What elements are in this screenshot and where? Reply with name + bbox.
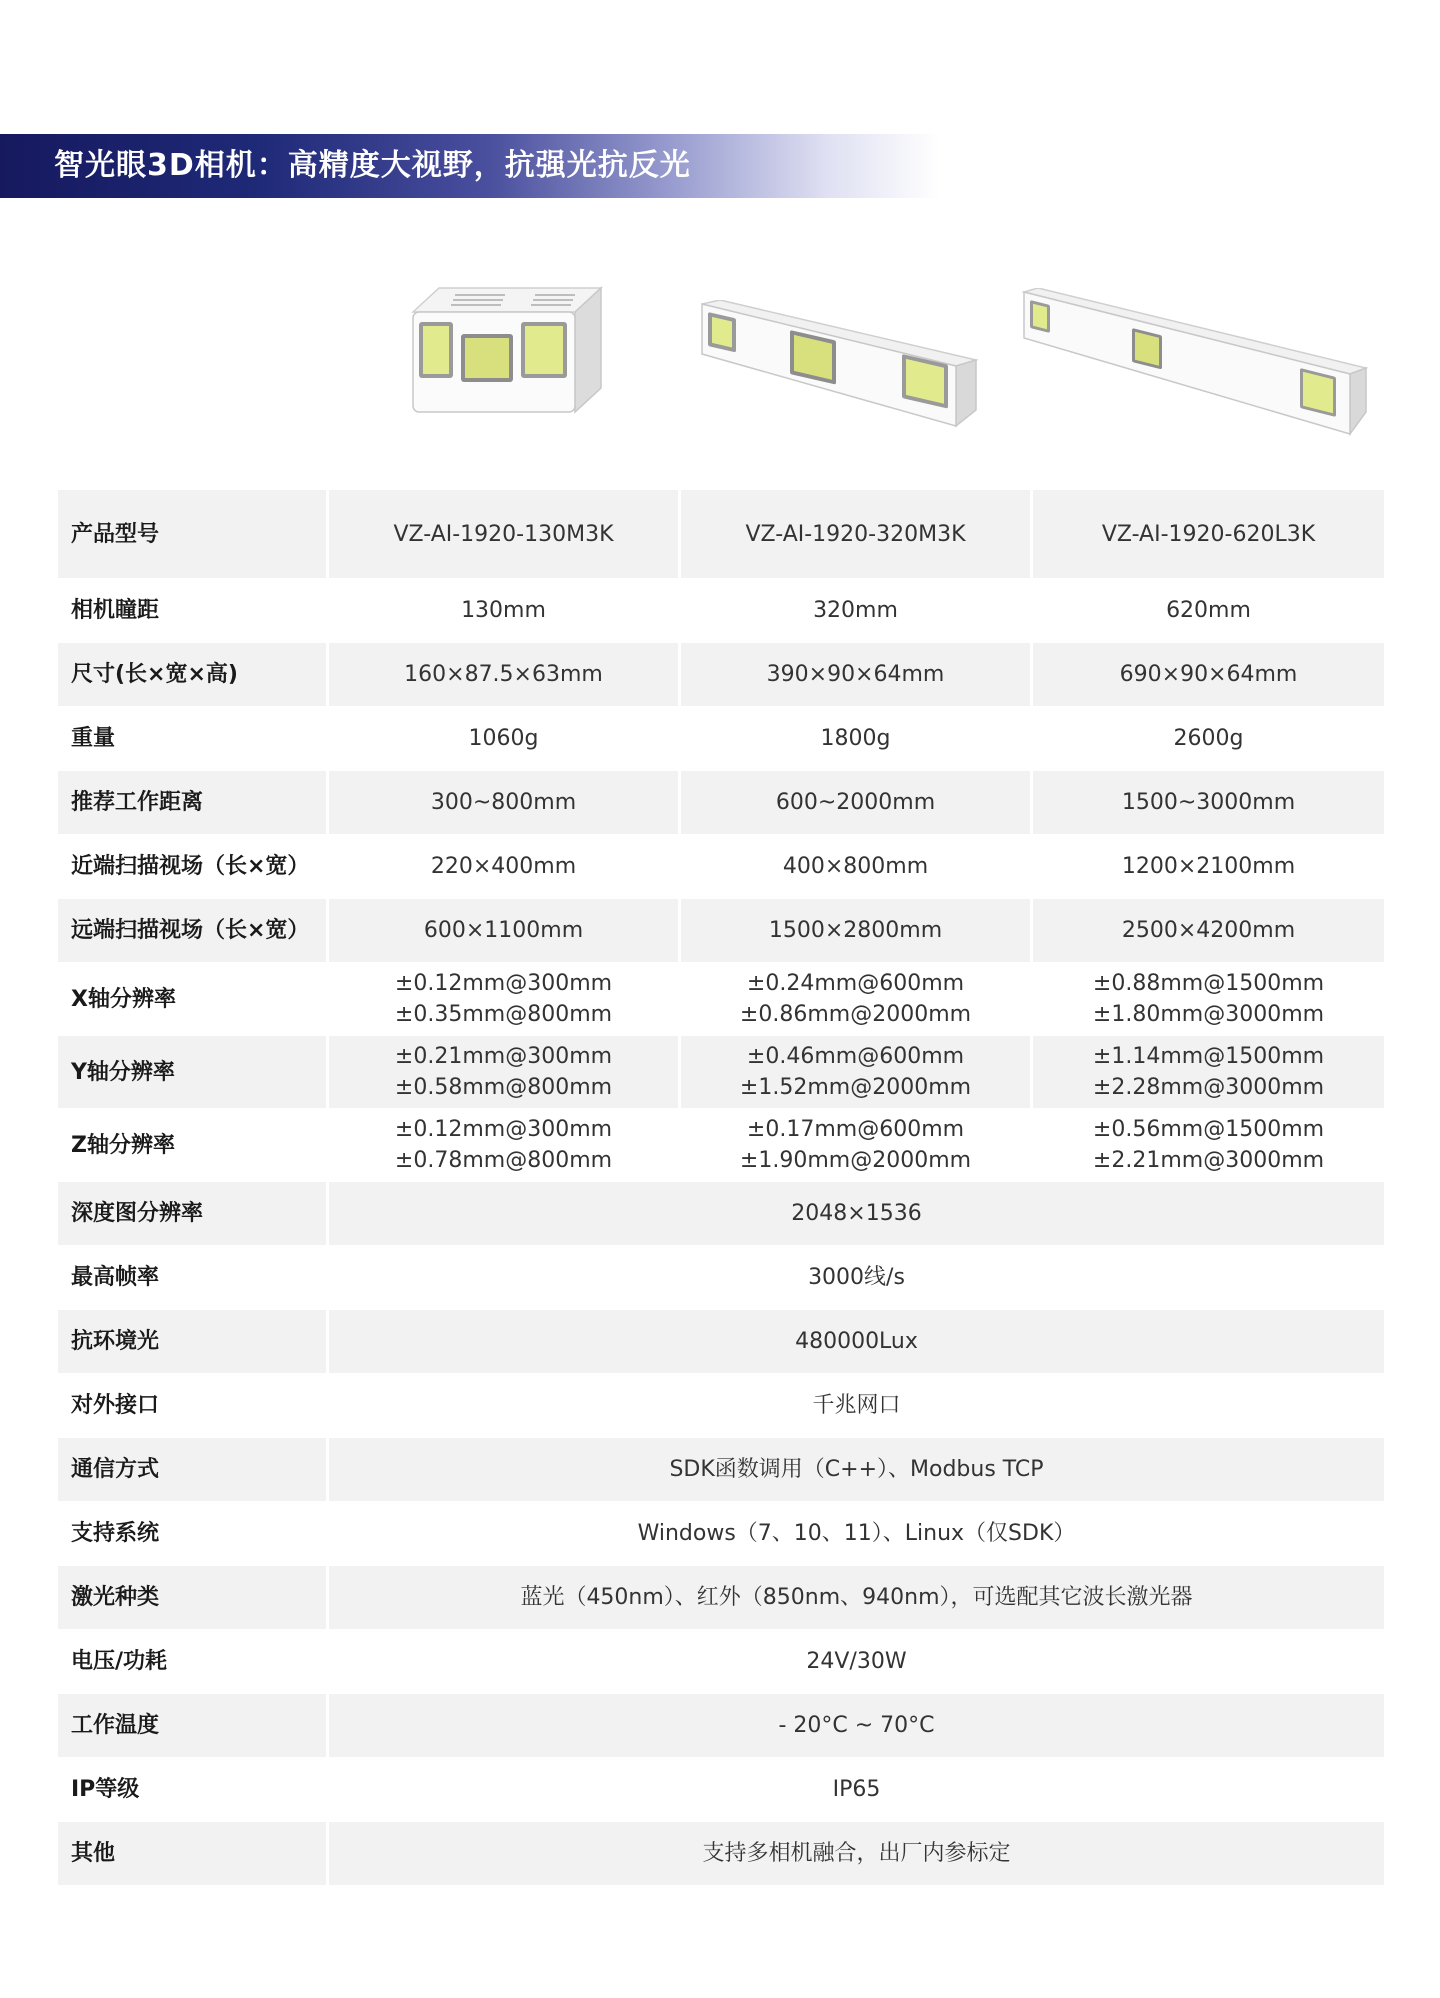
spec-value-line: ±0.56mm@1500mm	[1092, 1117, 1325, 1142]
table-row	[58, 899, 1384, 963]
table-row	[58, 835, 1384, 899]
row-label: X轴分辨率	[58, 963, 326, 1036]
row-label: 相机瞳距	[58, 579, 326, 643]
spec-value	[326, 963, 678, 1036]
spec-value	[1030, 1036, 1384, 1109]
table-row	[58, 707, 1384, 771]
spec-value-line: ±1.52mm@2000mm	[739, 1075, 972, 1100]
row-label: 电压/功耗	[58, 1630, 326, 1694]
spec-value-line: ±0.17mm@600mm	[746, 1117, 965, 1142]
table-row	[58, 1438, 1384, 1502]
spec-value: 1060g	[326, 707, 678, 771]
table-row	[58, 1822, 1384, 1886]
table-row	[58, 1374, 1384, 1438]
table-row	[58, 1310, 1384, 1374]
spec-table	[58, 490, 1384, 1886]
model-name: VZ-AI-1920-620L3K	[1030, 490, 1384, 579]
row-label: 尺寸(长×宽×高)	[58, 643, 326, 707]
spec-value-line: ±0.24mm@600mm	[746, 971, 965, 996]
spec-value: 300~800mm	[326, 771, 678, 835]
spec-value: 320mm	[678, 579, 1030, 643]
row-label: 重量	[58, 707, 326, 771]
spec-value-line: ±0.12mm@300mm	[394, 1117, 613, 1142]
table-row	[58, 1694, 1384, 1758]
spec-value-line: ±0.12mm@300mm	[394, 971, 613, 996]
spec-value: 160×87.5×63mm	[326, 643, 678, 707]
row-label: 产品型号	[58, 490, 326, 579]
spec-value: 支持多相机融合，出厂内参标定	[326, 1822, 1384, 1886]
table-row	[58, 643, 1384, 707]
spec-value-line: ±0.78mm@800mm	[394, 1148, 613, 1173]
row-label: Z轴分辨率	[58, 1109, 326, 1182]
row-label: 最高帧率	[58, 1246, 326, 1310]
spec-value-line: ±2.21mm@3000mm	[1092, 1148, 1325, 1173]
spec-value: 220×400mm	[326, 835, 678, 899]
spec-value: 3000线/s	[326, 1246, 1384, 1310]
table-row	[58, 1630, 1384, 1694]
spec-table-body	[58, 490, 1384, 1886]
table-row	[58, 1109, 1384, 1182]
spec-value	[678, 963, 1030, 1036]
model-name: VZ-AI-1920-320M3K	[678, 490, 1030, 579]
spec-value-line: ±1.90mm@2000mm	[739, 1148, 972, 1173]
spec-value: 1200×2100mm	[1030, 835, 1384, 899]
spec-value: 千兆网口	[326, 1374, 1384, 1438]
row-label: 支持系统	[58, 1502, 326, 1566]
camera-620L3K-image	[1020, 288, 1370, 438]
spec-value	[1030, 1109, 1384, 1182]
table-row	[58, 1502, 1384, 1566]
spec-value	[1030, 963, 1384, 1036]
spec-value	[326, 1109, 678, 1182]
spec-value	[326, 1036, 678, 1109]
title-banner	[0, 134, 940, 198]
row-label: 抗环境光	[58, 1310, 326, 1374]
spec-value: 620mm	[1030, 579, 1384, 643]
spec-value: 690×90×64mm	[1030, 643, 1384, 707]
spec-value	[678, 1109, 1030, 1182]
spec-value: 130mm	[326, 579, 678, 643]
spec-value: 390×90×64mm	[678, 643, 1030, 707]
table-row	[58, 1566, 1384, 1630]
row-label: 远端扫描视场（长×宽）	[58, 899, 326, 963]
row-label: 对外接口	[58, 1374, 326, 1438]
row-label: Y轴分辨率	[58, 1036, 326, 1109]
spec-value: 2048×1536	[326, 1182, 1384, 1246]
spec-value: 600~2000mm	[678, 771, 1030, 835]
row-label: 近端扫描视场（长×宽）	[58, 835, 326, 899]
table-row	[58, 963, 1384, 1036]
spec-value-line: ±0.46mm@600mm	[746, 1044, 965, 1069]
spec-value-line: ±0.86mm@2000mm	[739, 1002, 972, 1027]
row-label: 工作温度	[58, 1694, 326, 1758]
spec-value: 2600g	[1030, 707, 1384, 771]
spec-value-line: ±0.58mm@800mm	[394, 1075, 613, 1100]
table-row	[58, 579, 1384, 643]
spec-value: 400×800mm	[678, 835, 1030, 899]
spec-value: IP65	[326, 1758, 1384, 1822]
camera-130M3K-image	[405, 278, 605, 418]
row-label: IP等级	[58, 1758, 326, 1822]
spec-value: 2500×4200mm	[1030, 899, 1384, 963]
row-label: 通信方式	[58, 1438, 326, 1502]
spec-value-line: ±0.35mm@800mm	[394, 1002, 613, 1027]
spec-value: Windows（7、10、11）、Linux（仅SDK）	[326, 1502, 1384, 1566]
spec-value-line: ±1.80mm@3000mm	[1092, 1002, 1325, 1027]
model-name: VZ-AI-1920-130M3K	[326, 490, 678, 579]
row-label: 推荐工作距离	[58, 771, 326, 835]
table-row	[58, 1246, 1384, 1310]
spec-value	[678, 1036, 1030, 1109]
spec-value-line: ±0.21mm@300mm	[394, 1044, 613, 1069]
spec-value: 1500×2800mm	[678, 899, 1030, 963]
row-label: 激光种类	[58, 1566, 326, 1630]
table-row	[58, 490, 1384, 579]
spec-value: 480000Lux	[326, 1310, 1384, 1374]
row-label: 其他	[58, 1822, 326, 1886]
spec-value: - 20°C ~ 70°C	[326, 1694, 1384, 1758]
camera-320M3K-image	[694, 300, 984, 430]
table-row	[58, 771, 1384, 835]
spec-value-line: ±0.88mm@1500mm	[1092, 971, 1325, 996]
spec-value: 24V/30W	[326, 1630, 1384, 1694]
row-label: 深度图分辨率	[58, 1182, 326, 1246]
table-row	[58, 1036, 1384, 1109]
table-row	[58, 1182, 1384, 1246]
spec-value: SDK函数调用（C++）、Modbus TCP	[326, 1438, 1384, 1502]
table-row	[58, 1758, 1384, 1822]
spec-value: 1800g	[678, 707, 1030, 771]
spec-value: 蓝光（450nm）、红外（850nm、940nm），可选配其它波长激光器	[326, 1566, 1384, 1630]
spec-value-line: ±1.14mm@1500mm	[1092, 1044, 1325, 1069]
spec-value: 1500~3000mm	[1030, 771, 1384, 835]
spec-value: 600×1100mm	[326, 899, 678, 963]
page-title: 智光眼3D相机：高精度大视野，抗强光抗反光	[54, 148, 691, 183]
spec-value-line: ±2.28mm@3000mm	[1092, 1075, 1325, 1100]
